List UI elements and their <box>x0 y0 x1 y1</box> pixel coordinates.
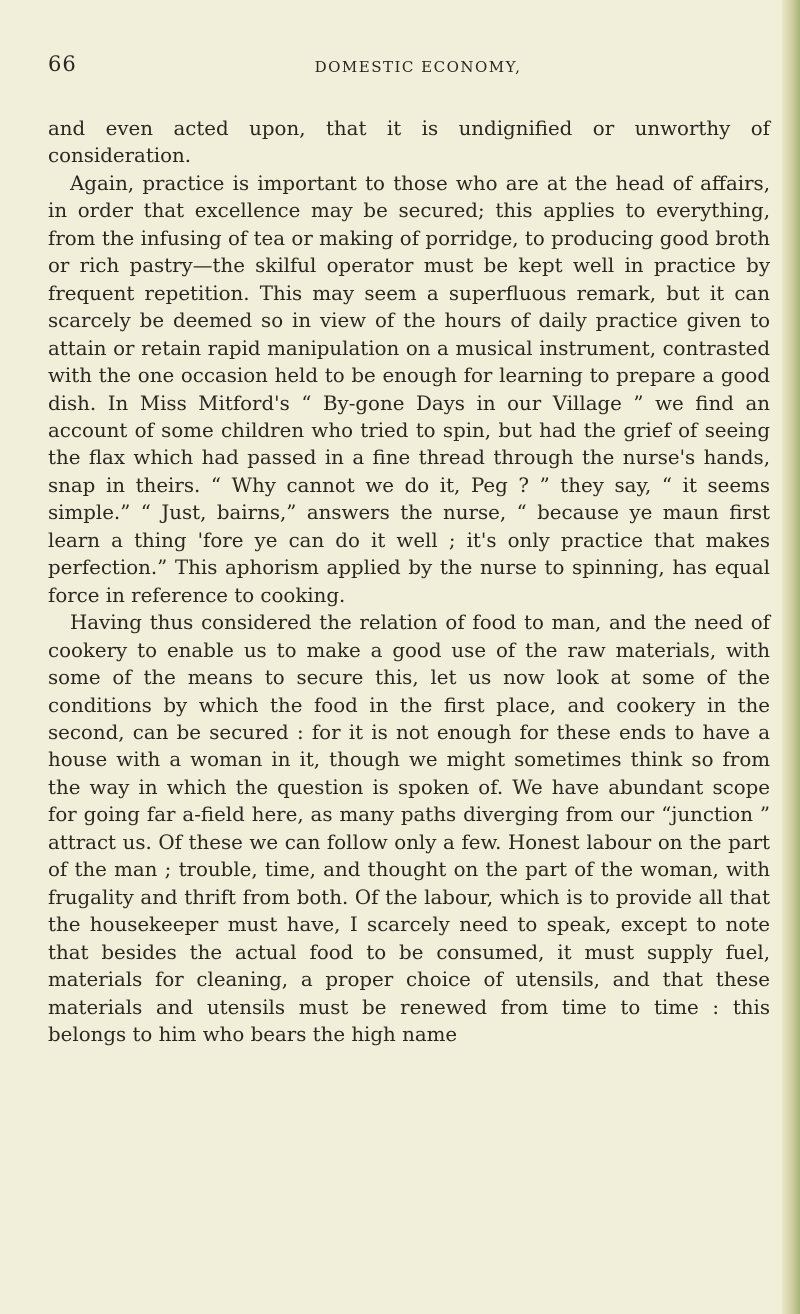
paragraph-2: Again, practice is important to those who are at the head of affairs, in order that excellence may be secured; this applies to everything, from the infusing of tea or making of porridge, to producing good broth or rich pastry—the skilful operator must be kept well in practice by frequent repetition. This may seem a superfluous remark, but it can scarcely be deemed so in view of the hours of daily practice given to attain or retain rapid manipulation on a musical instrument, contrasted with the one occasion held to be enough for learning to prepare a good dish. In Miss Mitford's “ By-gone Days in our Village ” we find an account of some children who tried to spin, but had the grief of seeing the flax which had passed in a fine thread through the nurse's hands, snap in theirs. “ Why cannot we do it, Peg ? ” they say, “ it seems simple.” “ Just, bairns,” answers the nurse, “ because ye maun first learn a thing 'fore ye can do it well ; it's only practice that makes perfection.” This aphorism applied by the nurse to spinning, has equal force in reference to cooking. <box>48 171 770 607</box>
page-edge <box>782 0 800 1314</box>
paragraph-3: Having thus considered the relation of food to man, and the need of cookery to enable us to make a good use of the raw materials, with some of the means to secure this, let us now look at some of the conditions by which the food in the first place, and cookery in the second, can be secured : for it is not enough for these ends to have a house with a woman in it, though we might sometimes think so from the way in which the question is spoken of. We have abundant scope for going far a-field here, as many paths diverging from our “junction ” attract us. Of these we can follow only a few. Honest labour on the part of the man ; trouble, time, and thought on the part of the woman, with frugality and thrift from both. Of the labour, which is to provide all that the housekeeper must have, I scarcely need to speak, except to note that besides the actual food to be consumed, it must supply fuel, materials for cleaning, a proper choice of utensils, and that these materials and utensils must be renewed from time to time : this belongs to him who bears the high name <box>48 611 770 1046</box>
page-number: 66 <box>48 52 77 76</box>
body-text <box>48 115 770 1048</box>
page-header <box>48 52 768 92</box>
paragraph-1: and even acted upon, that it is undignified or unworthy of consideration. <box>48 117 770 168</box>
running-head: DOMESTIC ECONOMY, <box>314 58 522 76</box>
